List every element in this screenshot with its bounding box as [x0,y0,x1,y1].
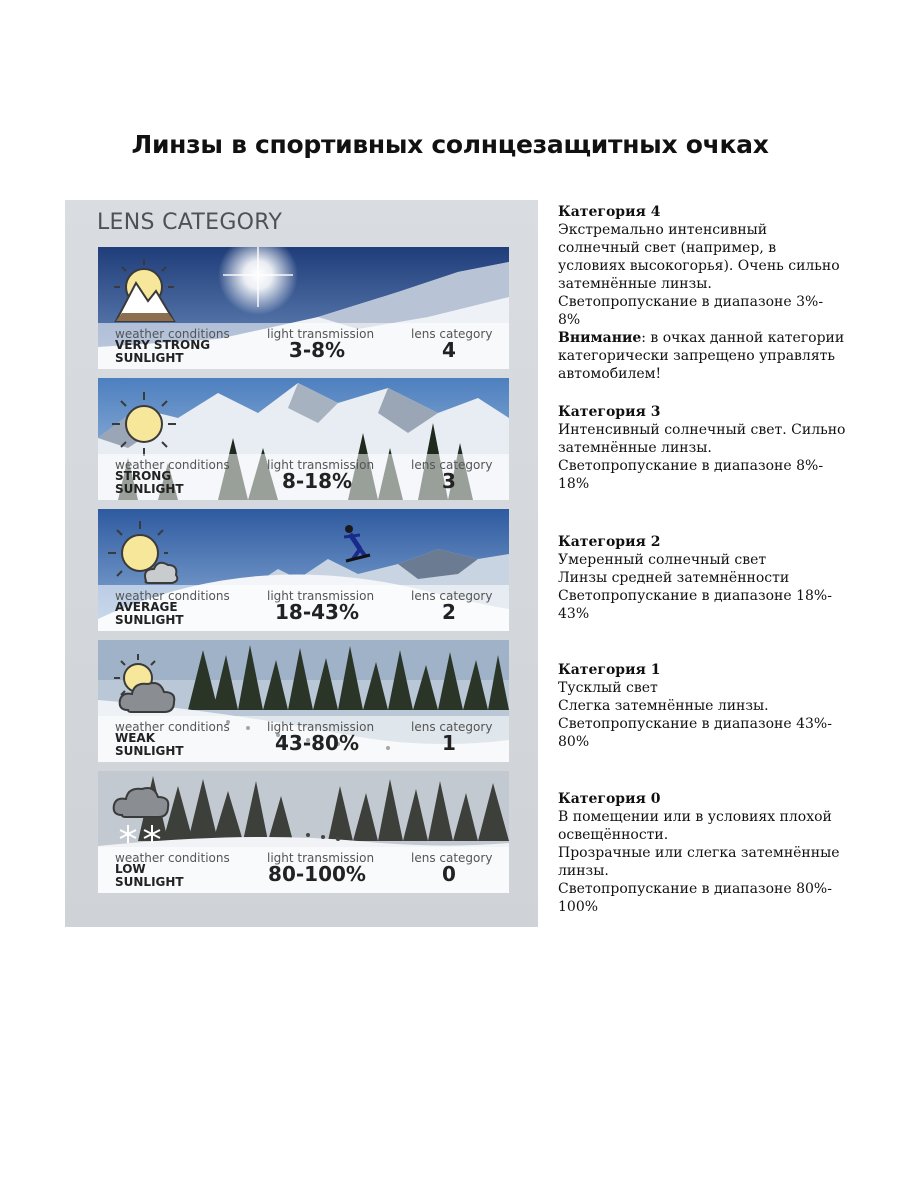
description-line: Светопропускание в диапазоне 18%- [558,588,832,604]
sun-small-cloud-icon [108,519,180,591]
description-line: освещённости. [558,827,669,843]
light-transmission-label: light transmission [267,327,375,341]
sun-icon [108,388,180,460]
weather-condition [115,732,255,758]
condition-line-1: WEAK [115,731,156,745]
lens-row-category-2 [98,509,509,631]
transmission-value: 43-80% [274,731,359,755]
description-line: Тусклый свет [558,680,658,696]
lens-category-label: lens category [411,458,493,472]
description-line: солнечный свет (например, в [558,240,777,256]
description-line: 8% [558,312,581,328]
cloud-snowflake-icon [108,781,180,853]
category-value: 4 [442,338,456,362]
condition-line-2: SUNLIGHT [115,613,184,627]
snowflake-icon [120,825,160,843]
condition-line-1: STRONG [115,469,172,483]
condition-line-2: SUNLIGHT [115,351,184,365]
lens-category-panel [65,200,538,927]
page-title: Линзы в спортивных солнцезащитных очках [131,130,769,159]
transmission-value: 8-18% [281,469,353,493]
condition-line-2: SUNLIGHT [115,744,184,758]
description-line: Умеренный солнечный свет [558,552,767,568]
description-line: линзы. [558,863,609,879]
warning-label: Внимание [558,330,642,346]
weather-conditions-label: weather conditions [115,851,230,865]
weather-condition [115,863,255,889]
info-strip [98,716,509,762]
sun-cloud-icon [108,650,180,722]
category-value: 3 [442,469,456,493]
weather-conditions-label: weather conditions [115,589,230,603]
warning-line [558,329,848,347]
lens-row-category-1 [98,640,509,762]
lens-category-label: lens category [411,589,493,603]
description-line: Экстремально интенсивный [558,222,768,238]
transmission-value: 80-100% [268,862,366,886]
light-transmission-label: light transmission [267,851,375,865]
description-line: 43% [558,606,590,622]
lens-category-label: lens category [411,720,493,734]
panel-heading: LENS CATEGORY [97,210,283,235]
lens-row-category-0 [98,771,509,893]
weather-conditions-label: weather conditions [115,720,230,734]
category-title: Категория 2 [558,534,661,550]
weather-condition [115,339,255,365]
category-value: 2 [442,600,456,624]
category-value: 1 [442,731,456,755]
description-line: затемнённые линзы. [558,276,712,292]
description-line: Прозрачные или слегка затемнённые [558,845,840,861]
category-title: Категория 1 [558,662,661,678]
description-line: В помещении или в условиях плохой [558,809,832,825]
warning-line: автомобилем! [558,366,662,382]
description-category-4 [558,203,848,383]
description-category-0 [558,790,848,916]
description-category-1 [558,661,848,751]
description-line: Светопропускание в диапазоне 80%- [558,881,832,897]
info-strip [98,847,509,893]
description-line: Линзы средней затемнённости [558,570,790,586]
weather-condition [115,470,255,496]
transmission-value: 3-8% [288,338,346,362]
info-strip [98,454,509,500]
description-line: 100% [558,899,599,915]
condition-line-1: VERY STRONG [115,338,211,352]
category-title: Категория 3 [558,404,661,420]
lens-row-category-3 [98,378,509,500]
warning-text: : в очках данной категории [641,330,845,346]
description-line: 80% [558,734,590,750]
weather-condition [115,601,255,627]
sun-mountain-icon [108,257,180,329]
category-title: Категория 4 [558,204,661,220]
light-transmission-label: light transmission [267,458,375,472]
description-line: 18% [558,476,590,492]
condition-line-1: AVERAGE [115,600,178,614]
weather-conditions-label: weather conditions [115,327,230,341]
description-category-3 [558,403,848,493]
description-line: Слегка затемнённые линзы. [558,698,769,714]
light-transmission-label: light transmission [267,720,375,734]
condition-line-2: SUNLIGHT [115,482,184,496]
condition-line-2: SUNLIGHT [115,875,184,889]
category-value: 0 [442,862,456,886]
light-transmission-label: light transmission [267,589,375,603]
description-category-2 [558,533,848,623]
description-line: Светопропускание в диапазоне 8%- [558,458,824,474]
description-line: Светопропускание в диапазоне 43%- [558,716,832,732]
description-line: Светопропускание в диапазоне 3%- [558,294,824,310]
description-line: условиях высокогорья). Очень сильно [558,258,840,274]
lens-category-label: lens category [411,327,493,341]
info-strip [98,323,509,369]
condition-line-1: LOW [115,862,146,876]
category-title: Категория 0 [558,791,661,807]
description-line: Интенсивный солнечный свет. Сильно [558,422,846,438]
warning-line: категорически запрещено управлять [558,348,836,364]
lens-category-label: lens category [411,851,493,865]
info-strip [98,585,509,631]
transmission-value: 18-43% [274,600,359,624]
description-line: затемнённые линзы. [558,440,712,456]
weather-conditions-label: weather conditions [115,458,230,472]
lens-row-category-4 [98,247,509,369]
